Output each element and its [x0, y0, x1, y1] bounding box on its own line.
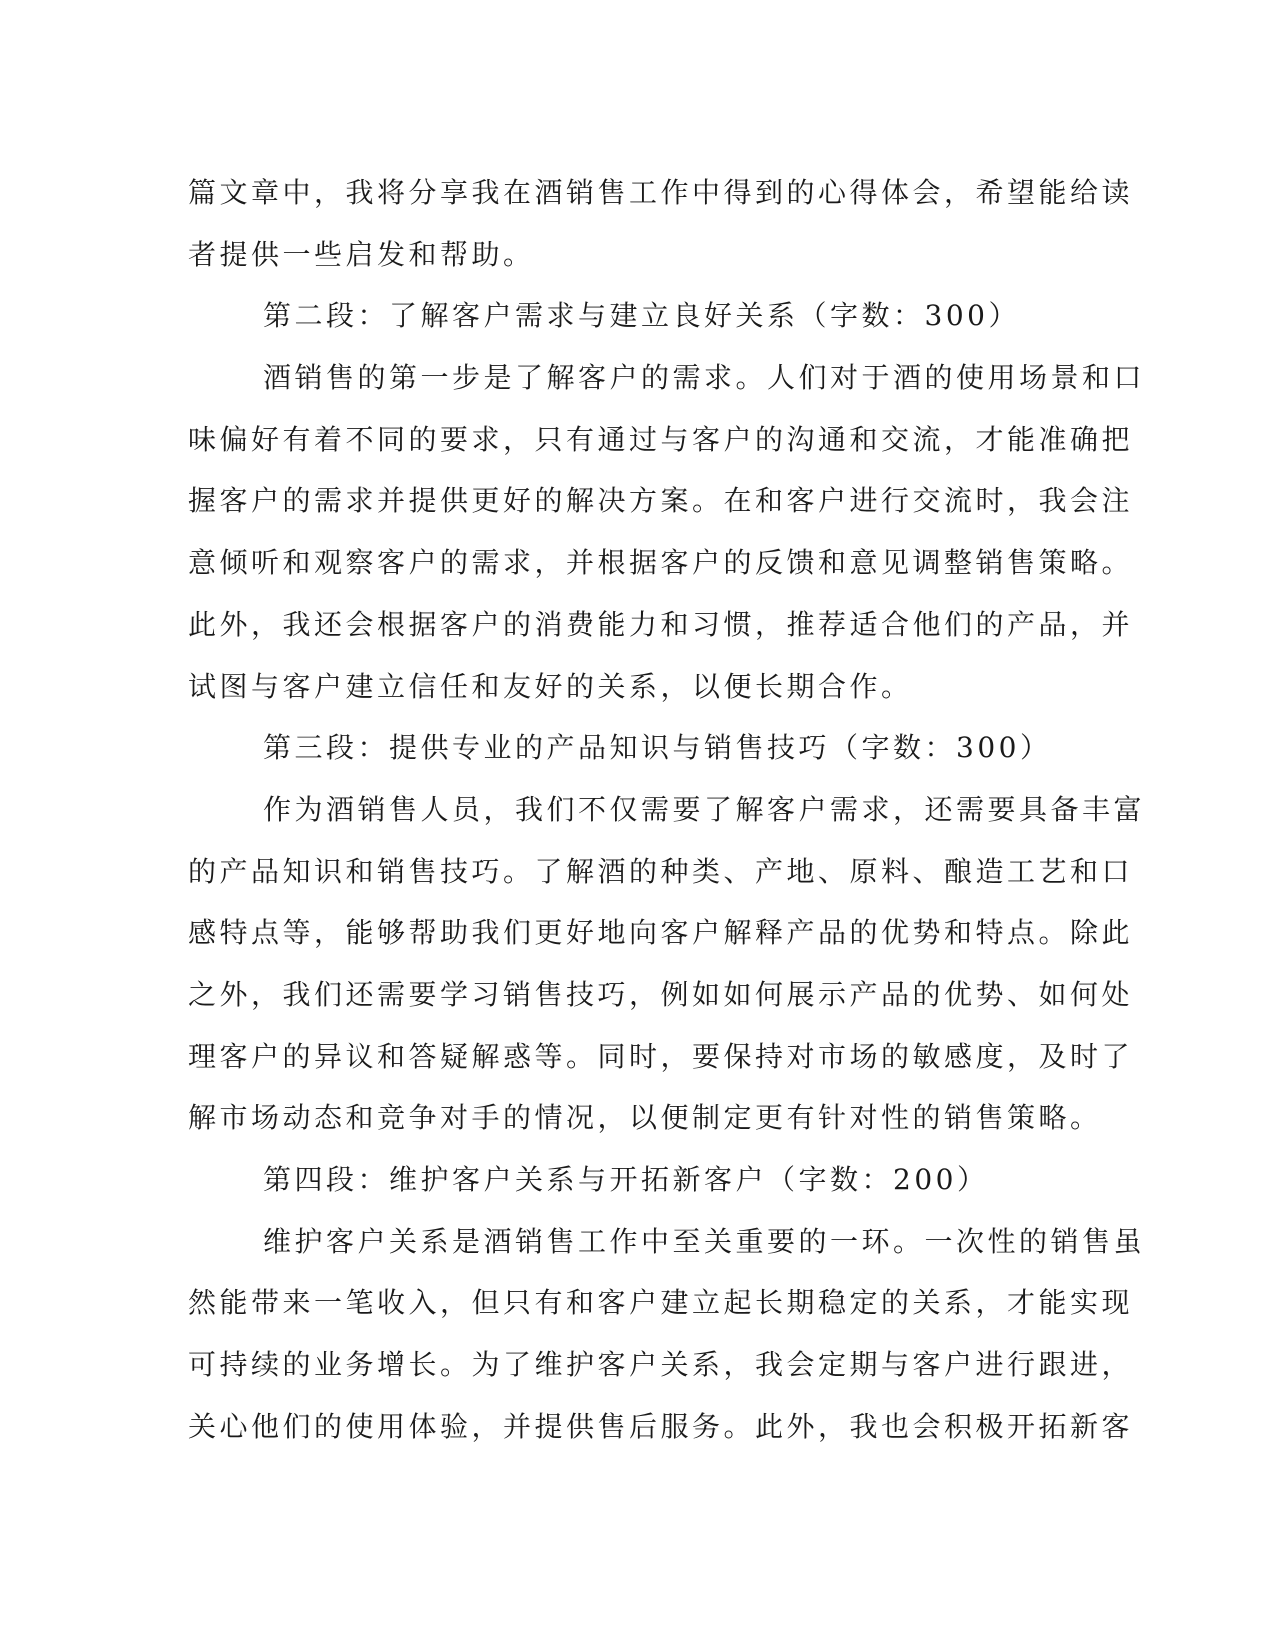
- text-line: 理客户的异议和答疑解惑等。同时，要保持对市场的敏感度，及时了: [188, 1039, 1134, 1073]
- section-heading-2: 第二段：了解客户需求与建立良好关系（字数：300）: [263, 299, 1020, 333]
- text-line: 可持续的业务增长。为了维护客户关系，我会定期与客户进行跟进，: [188, 1348, 1134, 1382]
- text-line: 之外，我们还需要学习销售技巧，例如如何展示产品的优势、如何处: [188, 977, 1134, 1011]
- text-line: 酒销售的第一步是了解客户的需求。人们对于酒的使用场景和口: [263, 361, 1146, 395]
- text-line: 意倾听和观察客户的需求，并根据客户的反馈和意见调整销售策略。: [188, 546, 1134, 580]
- text-line: 此外，我还会根据客户的消费能力和习惯，推荐适合他们的产品，并: [188, 607, 1134, 641]
- text-line: 篇文章中，我将分享我在酒销售工作中得到的心得体会，希望能给读: [188, 176, 1134, 209]
- section-heading-3: 第三段：提供专业的产品知识与销售技巧（字数：300）: [263, 731, 1052, 765]
- text-line: 然能带来一笔收入，但只有和客户建立起长期稳定的关系，才能实现: [188, 1286, 1134, 1320]
- text-line: 的产品知识和销售技巧。了解酒的种类、产地、原料、酿造工艺和口: [188, 854, 1134, 888]
- section-heading-4: 第四段：维护客户关系与开拓新客户（字数：200）: [263, 1163, 989, 1196]
- text-line: 味偏好有着不同的要求，只有通过与客户的沟通和交流，才能准确把: [188, 422, 1134, 456]
- document-body: [188, 162, 1146, 1457]
- text-line: 解市场动态和竞争对手的情况，以便制定更有针对性的销售策略。: [188, 1101, 1102, 1135]
- text-line: 握客户的需求并提供更好的解决方案。在和客户进行交流时，我会注: [188, 484, 1134, 518]
- text-line: 维护客户关系是酒销售工作中至关重要的一环。一次性的销售虽: [263, 1224, 1146, 1258]
- text-line: 者提供一些启发和帮助。: [188, 237, 535, 271]
- text-line: 关心他们的使用体验，并提供售后服务。此外，我也会积极开拓新客: [188, 1409, 1134, 1443]
- text-line: 感特点等，能够帮助我们更好地向客户解释产品的优势和特点。除此: [188, 916, 1134, 950]
- text-line: 试图与客户建立信任和友好的关系，以便长期合作。: [188, 669, 913, 703]
- text-line: 作为酒销售人员，我们不仅需要了解客户需求，还需要具备丰富: [263, 792, 1146, 826]
